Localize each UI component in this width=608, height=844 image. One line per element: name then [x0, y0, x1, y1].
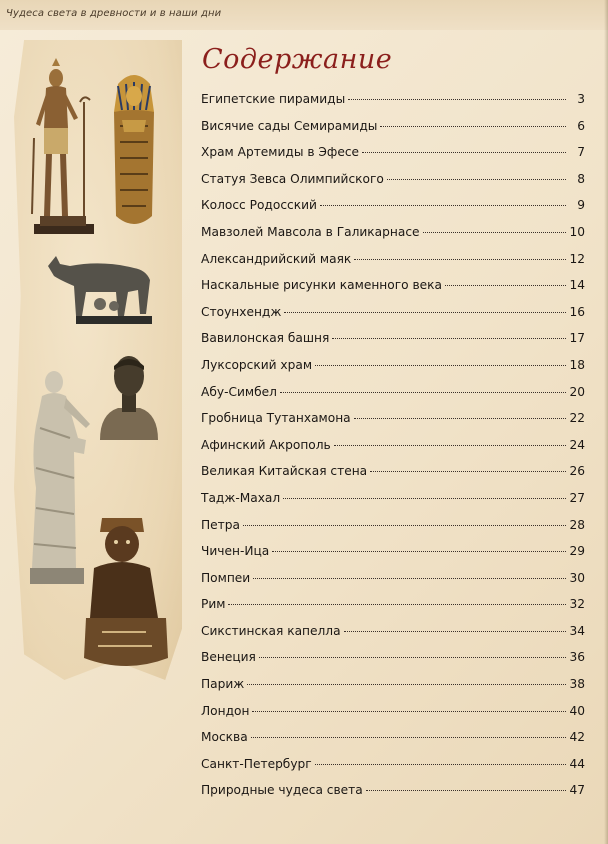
toc-entry-page: 26 — [569, 464, 585, 479]
dot-leader — [366, 790, 566, 791]
toc-entry-page: 40 — [569, 703, 585, 718]
toc-entry-taj-mahal[interactable] — [201, 491, 585, 518]
dot-leader — [354, 418, 566, 419]
toc-entry-title: Чичен-Ица — [201, 544, 270, 559]
toc-entry-title: Стоунхендж — [201, 304, 282, 319]
dot-leader — [344, 631, 566, 632]
toc-entry-tutankhamun-tomb[interactable] — [201, 411, 585, 438]
toc-entry-title: Великая Китайская стена — [201, 464, 368, 479]
toc-entry-title: Гробница Тутанхамона — [201, 411, 351, 426]
dot-leader — [334, 445, 566, 446]
toc-entry-page: 28 — [569, 517, 585, 532]
page-title: Содержание — [202, 44, 393, 75]
toc-entry-page: 10 — [569, 224, 585, 239]
toc-entry-title: Москва — [201, 730, 248, 745]
dot-leader — [252, 711, 566, 712]
toc-entry-title: Луксорский храм — [201, 357, 313, 372]
seated-egyptian-scribe-statue — [82, 508, 170, 674]
toc-entry-colossus-of-rhodes[interactable] — [201, 198, 585, 225]
dot-leader — [320, 205, 566, 206]
toc-entry-title: Абу-Симбел — [201, 384, 277, 399]
toc-entry-title: Петра — [201, 517, 240, 532]
dot-leader — [243, 525, 566, 526]
toc-entry-page: 24 — [569, 437, 585, 452]
toc-entry-pompeii[interactable] — [201, 571, 585, 598]
toc-entry-page: 36 — [569, 650, 585, 665]
dot-leader — [332, 338, 566, 339]
toc-entry-lighthouse[interactable] — [201, 252, 585, 279]
egyptian-statue-with-staff — [22, 58, 102, 236]
toc-entry-page: 47 — [569, 783, 585, 798]
toc-entry-title: Санкт-Петербург — [201, 756, 312, 771]
toc-entry-luxor-temple[interactable] — [201, 358, 585, 385]
toc-entry-title: Наскальные рисунки каменного века — [201, 278, 442, 293]
dot-leader — [280, 392, 566, 393]
toc-entry-cave-paintings[interactable] — [201, 278, 585, 305]
toc-entry-page: 14 — [569, 278, 585, 293]
toc-entry-sistine-chapel[interactable] — [201, 624, 585, 651]
toc-entry-title: Лондон — [201, 703, 250, 718]
dot-leader — [284, 312, 566, 313]
toc-entry-title: Мавзолей Мавсола в Галикарнасе — [201, 224, 420, 239]
dot-leader — [348, 99, 566, 100]
toc-entry-paris[interactable] — [201, 677, 585, 704]
toc-entry-page: 17 — [569, 331, 585, 346]
toc-entry-title: Помпеи — [201, 570, 251, 585]
toc-entry-page: 34 — [569, 623, 585, 638]
toc-entry-abu-simbel[interactable] — [201, 385, 585, 412]
toc-entry-acropolis[interactable] — [201, 438, 585, 465]
dot-leader — [283, 498, 566, 499]
toc-entry-chichen-itza[interactable] — [201, 544, 585, 571]
toc-entry-temple-of-artemis[interactable] — [201, 145, 585, 172]
toc-entry-title: Рим — [201, 597, 226, 612]
dot-leader — [423, 232, 566, 233]
bronze-bust — [96, 348, 162, 440]
capitoline-wolf-bronze — [42, 246, 160, 324]
toc-entry-page: 30 — [569, 570, 585, 585]
toc-entry-page: 38 — [569, 677, 585, 692]
toc-entry-page: 16 — [569, 304, 585, 319]
toc-entry-title: Храм Артемиды в Эфесе — [201, 145, 360, 160]
toc-entry-page: 8 — [577, 171, 585, 186]
toc-entry-page: 18 — [569, 357, 585, 372]
toc-entry-title: Вавилонская башня — [201, 331, 330, 346]
dot-leader — [370, 471, 566, 472]
toc-entry-petra[interactable] — [201, 518, 585, 545]
toc-entry-title: Париж — [201, 677, 245, 692]
toc-entry-title: Висячие сады Семирамиды — [201, 118, 378, 133]
toc-entry-page: 44 — [569, 756, 585, 771]
toc-entry-title: Венеция — [201, 650, 256, 665]
toc-entry-title: Египетские пирамиды — [201, 92, 346, 106]
dot-leader — [354, 259, 566, 260]
toc-entry-page: 9 — [577, 198, 585, 213]
toc-entry-page: 7 — [577, 145, 585, 160]
toc-entry-title: Тадж-Махал — [201, 490, 281, 505]
toc-entry-page: 20 — [569, 384, 585, 399]
toc-entry-title: Афинский Акрополь — [201, 437, 331, 452]
dot-leader — [362, 152, 566, 153]
dot-leader — [247, 684, 566, 685]
dot-leader — [228, 604, 566, 605]
toc-entry-page: 27 — [569, 490, 585, 505]
toc-entry-london[interactable] — [201, 704, 585, 731]
running-head: Чудеса света в древности и в наши дни — [6, 8, 222, 19]
dot-leader — [251, 737, 566, 738]
toc-entry-title: Сикстинская капелла — [201, 623, 341, 638]
toc-entry-stonehenge[interactable] — [201, 305, 585, 332]
toc-entry-page: 42 — [569, 730, 585, 745]
toc-entry-hanging-gardens[interactable] — [201, 119, 585, 146]
toc-entry-statue-of-zeus[interactable] — [201, 172, 585, 199]
dot-leader — [380, 126, 566, 127]
dot-leader — [259, 657, 566, 658]
toc-entry-mausoleum[interactable] — [201, 225, 585, 252]
toc-entry-page: 32 — [569, 597, 585, 612]
toc-entry-page: 6 — [577, 118, 585, 133]
toc-entry-natural-wonders[interactable] — [201, 783, 585, 810]
toc-entry-title: Колосс Родосский — [201, 198, 317, 213]
toc-entry-great-wall[interactable] — [201, 464, 585, 491]
toc-entry-page: 22 — [569, 411, 585, 426]
dot-leader — [272, 551, 566, 552]
toc-entry-moscow[interactable] — [201, 730, 585, 757]
toc-entry-egyptian-pyramids[interactable] — [201, 92, 585, 119]
table-of-contents — [201, 92, 585, 810]
toc-entry-tower-of-babel[interactable] — [201, 331, 585, 358]
tutankhamun-sarcophagus — [108, 66, 160, 232]
toc-entry-title: Статуя Зевса Олимпийского — [201, 171, 384, 186]
dot-leader — [315, 365, 566, 366]
toc-entry-title: Александрийский маяк — [201, 251, 352, 266]
toc-entry-page: 29 — [569, 544, 585, 559]
dot-leader — [387, 179, 566, 180]
toc-entry-title: Природные чудеса света — [201, 783, 363, 798]
dot-leader — [253, 578, 566, 579]
dot-leader — [315, 764, 566, 765]
toc-entry-saint-petersburg[interactable] — [201, 757, 585, 784]
dot-leader — [445, 285, 566, 286]
toc-entry-page: 12 — [569, 251, 585, 266]
toc-entry-page: 3 — [577, 92, 585, 106]
page-edge-shadow — [604, 0, 608, 844]
toc-entry-rome[interactable] — [201, 597, 585, 624]
toc-entry-venice[interactable] — [201, 650, 585, 677]
